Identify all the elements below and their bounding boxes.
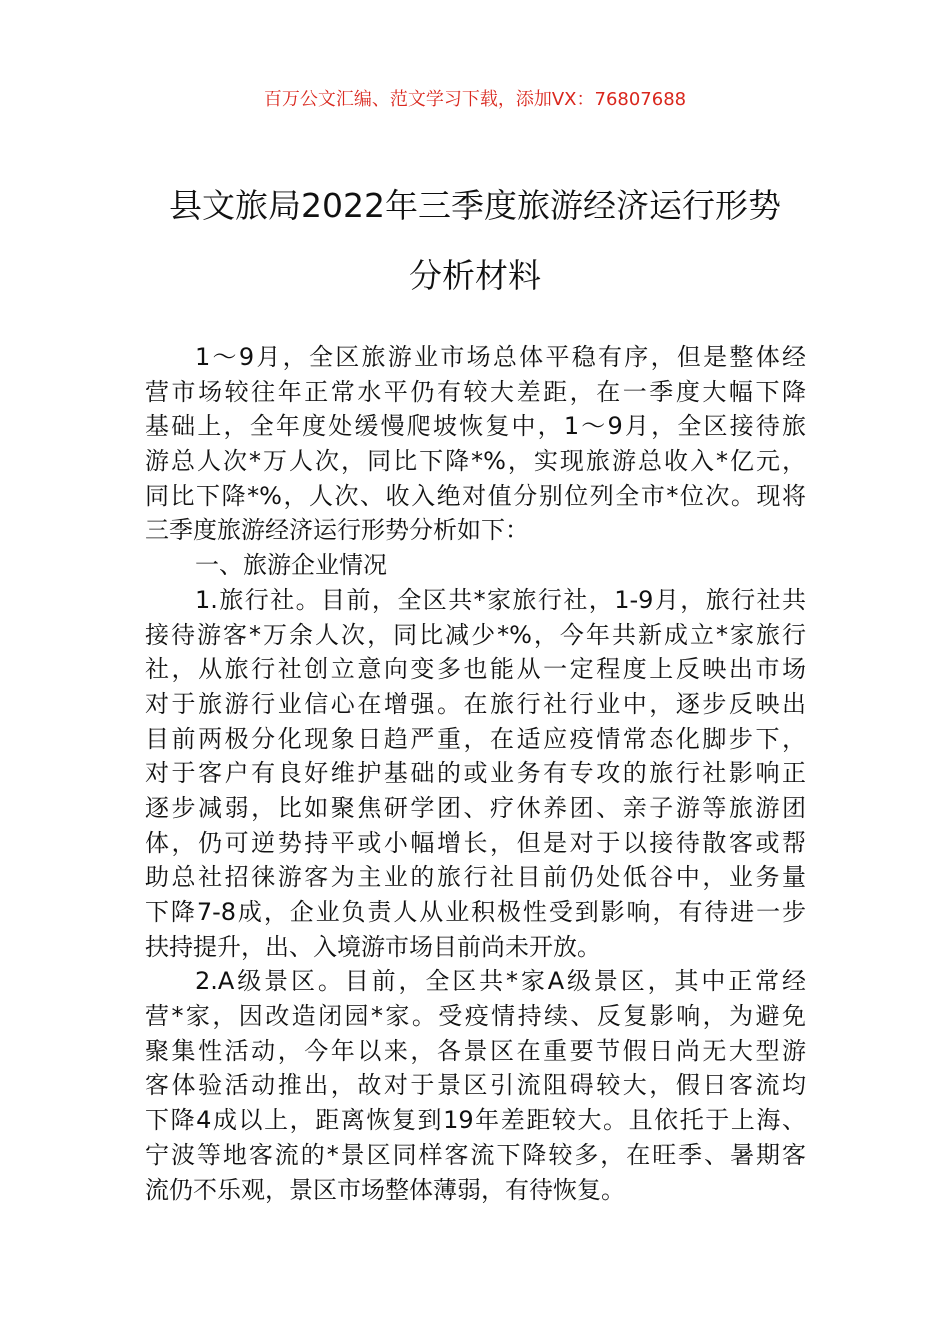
paragraph-line: 体，仍可逆势持平或小幅增长，但是对于以接待散客或帮 [145,828,806,857]
paragraph-line: 目前两极分化现象日趋严重，在适应疫情常态化脚步下， [145,724,806,753]
paragraph-line: 助总社招徕游客为主业的旅行社目前仍处低谷中，业务量 [145,863,806,892]
paragraph-line: 逐步减弱，比如聚焦研学团、疗休养团、亲子游等旅游团 [145,793,806,822]
document-title-line-1: 县文旅局2022年三季度旅游经济运行形势 [169,186,781,225]
paragraph [145,964,806,1207]
paragraph-line: 基础上，全年度处缓慢爬坡恢复中，1～9月，全区接待旅 [145,412,806,441]
paragraph-line: 同比下降*%，人次、收入绝对值分别位列全市*位次。现将 [145,481,806,510]
document-body [145,340,806,1207]
paragraph-line: 1～9月，全区旅游业市场总体平稳有序，但是整体经 [195,343,806,371]
paragraph-line: 社，从旅行社创立意向变多也能从一定程度上反映出市场 [145,655,806,684]
paragraph-line: 游总人次*万人次，同比下降*%，实现旅游总收入*亿元， [145,447,806,476]
paragraph-line: 营市场较往年正常水平仍有较大差距，在一季度大幅下降 [145,377,806,406]
paragraph-line: 流仍不乐观，景区市场整体薄弱，有待恢复。 [145,1175,625,1204]
paragraph-line: 扶持提升，出、入境游市场目前尚未开放。 [145,932,601,961]
paragraph [145,583,806,965]
download-banner: 百万公文汇编、范文学习下载，添加VX：76807688 [263,89,687,110]
paragraph-line: 1.旅行社。目前，全区共*家旅行社，1-9月，旅行社共 [195,585,806,614]
document-title-line-2: 分析材料 [409,256,541,295]
paragraph-line: 接待游客*万余人次，同比减少*%，今年共新成立*家旅行 [145,620,806,649]
paragraph-line: 2.A级景区。目前，全区共*家A级景区，其中正常经 [195,967,806,996]
paragraph-line: 三季度旅游经济运行形势分析如下： [145,516,529,545]
paragraph-line: 营*家，因改造闭园*家。受疫情持续、反复影响，为避免 [145,1002,806,1031]
paragraph-line: 聚集性活动，今年以来，各景区在重要节假日尚无大型游 [145,1036,806,1065]
section-heading [145,548,806,583]
paragraph-line: 对于客户有良好维护基础的或业务有专攻的旅行社影响正 [145,759,806,788]
paragraph [145,340,806,548]
paragraph-line: 客体验活动推出，故对于景区引流阻碍较大，假日客流均 [145,1071,806,1100]
paragraph-line: 宁波等地客流的*景区同样客流下降较多，在旺季、暑期客 [145,1140,806,1169]
paragraph-line: 下降4成以上，距离恢复到19年差距较大。且依托于上海、 [145,1106,806,1135]
paragraph-line: 下降7-8成，企业负责人从业积极性受到影响，有待进一步 [145,898,806,926]
paragraph-line: 一、旅游企业情况 [195,551,387,580]
paragraph-line: 对于旅游行业信心在增强。在旅行社行业中，逐步反映出 [145,689,806,718]
